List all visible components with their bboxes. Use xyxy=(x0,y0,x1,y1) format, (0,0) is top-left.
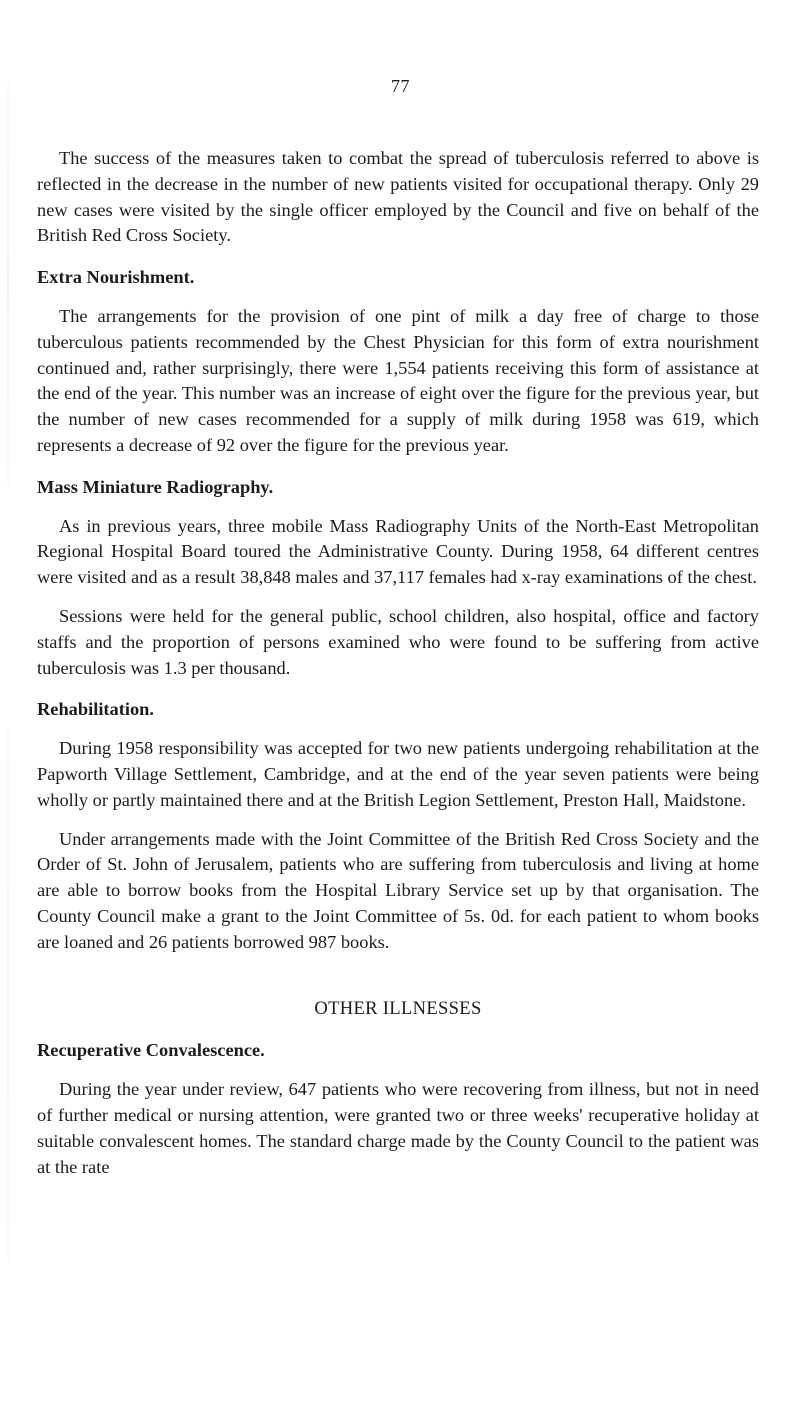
intro-paragraph: The success of the measures taken to combat the spread of tuberculosis referred to above is reflected in the decrease in the number of new patients visited for occupational therapy. Only 29 new cases were visited by the single officer employed by the Council and five on behalf of the British Red Cross Society. xyxy=(37,148,759,246)
mass-radiography-paragraph-2: Sessions were held for the general public, school children, also hospital, office and factory staffs and the proportion of persons examined who were found to be suffering from active tuberculosis was 1.3 per thousand. xyxy=(37,605,759,678)
heading-mass-radiography: Mass Miniature Radiography. xyxy=(37,476,274,497)
extra-nourishment-paragraph: The arrangements for the provision of one pint of milk a day free of charge to those tuberculous patients recommended by the Chest Physician for this form of extra nourishment continued and, rather surprisingly, there were 1,554 patients receiving this form of assistance at the end of the year. This number was an increase of eight over the figure for the previous year, but the number of new cases recommended for a supply of milk during 1958 was 619, which represents a decrease of 92 over the figure for the previous year. xyxy=(37,305,759,455)
mass-radiography-paragraph-1: As in previous years, three mobile Mass Radiography Units of the North-East Metropolitan Regional Hospital Board toured the Administrative County. During 1958, 64 different centres were visited and as a result 38,848 males and 37,117 females had x-ray examinations of the chest. xyxy=(37,515,759,588)
heading-recuperative-convalescence: Recuperative Convalescence. xyxy=(37,1040,265,1061)
scan-margin-shadow xyxy=(7,0,9,1419)
page-number: 77 xyxy=(391,76,410,96)
rehabilitation-paragraph-1: During 1958 responsibility was accepted for two new patients undergoing rehabilitation at the Papworth Village Settlement, Cambridge, and at the end of the year seven patients were being wholly or partly maintained there and at the British Legion Settlement, Preston Hall, Maidstone. xyxy=(37,738,759,810)
section-title-other-illnesses: OTHER ILLNESSES xyxy=(314,997,482,1019)
heading-rehabilitation: Rehabilitation. xyxy=(37,699,154,720)
heading-extra-nourishment: Extra Nourishment. xyxy=(37,267,195,288)
recuperative-convalescence-paragraph: During the year under review, 647 patients who were recovering from illness, but not in need of further medical or nursing attention, were granted two or three weeks' recuperative holiday at suitable convalescent homes. The standard charge made by the County Council to the patient was at the rate xyxy=(37,1079,759,1177)
page-body xyxy=(37,146,759,1180)
rehabilitation-paragraph-2: Under arrangements made with the Joint Committee of the British Red Cross Society and the Order of St. John of Jerusalem, patients who are suffering from tuberculosis and living at home are able to borrow books from the Hospital Library Service set up by that organisation. The County Council make a grant to the Joint Committee of 5s. 0d. for each patient to whom books are loaned and 26 patients borrowed 987 books. xyxy=(37,828,759,952)
